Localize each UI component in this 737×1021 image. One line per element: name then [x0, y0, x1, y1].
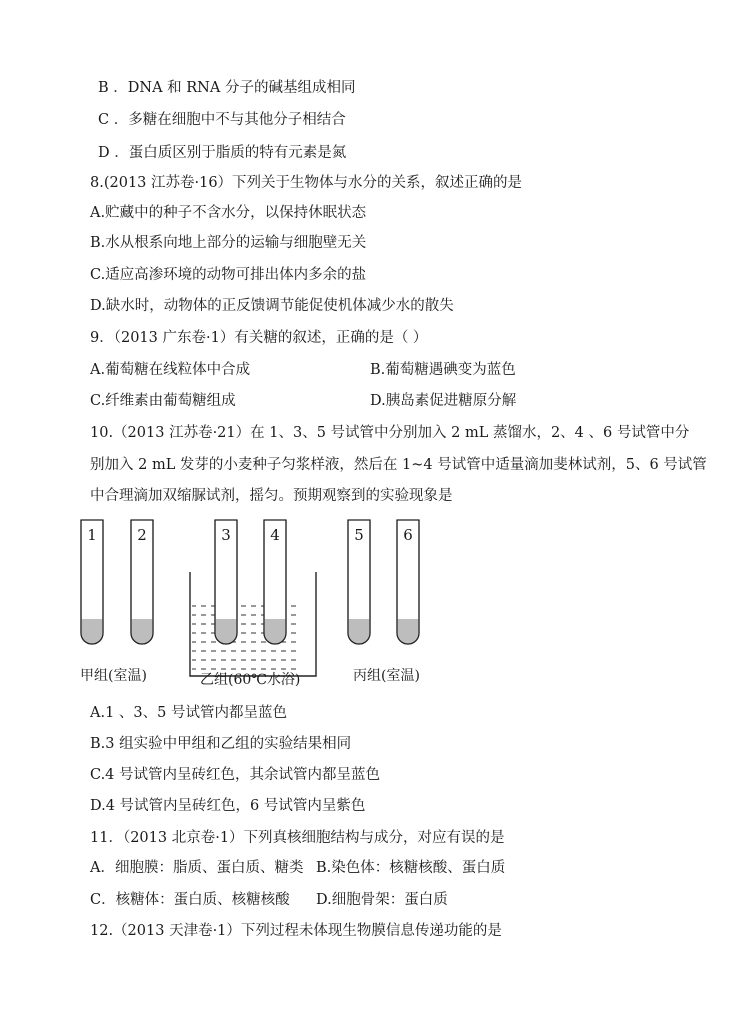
- tube-label-4: 4: [270, 526, 280, 544]
- q10-stem-line1: 10.（2013 江苏卷·21）在 1、3、5 号试管中分别加入 2 mL 蒸馏水，2、4 、6 号试管中分: [90, 425, 690, 441]
- q10-stem-line2: 别加入 2 mL 发芽的小麦种子匀浆样液，然后在 1~4 号试管中适量滴加斐林试剂，5、6 号试管: [90, 457, 707, 473]
- test-tube-figure: [70, 512, 450, 698]
- q9-option-c: C.纤维素由葡萄糖组成: [90, 393, 236, 409]
- q11-stem: 11．（2013 北京卷·1）下列真核细胞结构与成分，对应有误的是: [90, 830, 505, 846]
- q11-option-d: D.细胞骨架：蛋白质: [316, 892, 448, 908]
- q10-option-b: B.3 组实验中甲组和乙组的实验结果相同: [90, 736, 352, 752]
- q8-option-d: D.缺水时，动物体的正反馈调节能促使机体减少水的散失: [90, 298, 454, 314]
- q9-option-b: B.葡萄糖遇碘变为蓝色: [370, 362, 516, 378]
- q11-option-c: C．核糖体：蛋白质、核糖核酸: [90, 892, 290, 908]
- tube-label-1: 1: [87, 526, 97, 544]
- water-bath-beaker: [190, 572, 316, 676]
- q8-option-c: C.适应高渗环境的动物可排出体内多余的盐: [90, 267, 367, 283]
- q9-option-d: D.胰岛素促进糖原分解: [370, 393, 517, 409]
- q10-stem-line3: 中合理滴加双缩脲试剂，摇匀。预期观察到的实验现象是: [90, 488, 453, 504]
- q7-option-d: D ．蛋白质区别于脂质的特有元素是氮: [98, 145, 347, 161]
- tube-label-6: 6: [403, 526, 413, 544]
- q8-option-a: A.贮藏中的种子不含水分，以保持休眠状态: [90, 205, 367, 221]
- q9-stem: 9．（2013 广东卷·1）有关糖的叙述，正确的是（ ）: [90, 330, 428, 346]
- group-bing-caption: 丙组(室温): [353, 668, 420, 684]
- q10-option-d: D.4 号试管内呈砖红色，6 号试管内呈紫色: [90, 798, 366, 814]
- group-yi-caption: 乙组(60℃水浴): [200, 672, 301, 688]
- q7-option-c: C ．多糖在细胞中不与其他分子相结合: [98, 112, 346, 128]
- q8-option-b: B.水从根系向地上部分的运输与细胞壁无关: [90, 235, 367, 251]
- tube-label-5: 5: [354, 526, 364, 544]
- tube-label-3: 3: [221, 526, 231, 544]
- q7-option-b: B ．DNA 和 RNA 分子的碱基组成相同: [98, 80, 356, 96]
- q10-option-a: A.1 、3、5 号试管内都呈蓝色: [90, 705, 287, 721]
- q11-option-b: B.染色体：核糖核酸、蛋白质: [316, 860, 506, 876]
- group-jia-caption: 甲组(室温): [80, 668, 147, 684]
- q8-stem: 8.(2013 江苏卷·16）下列关于生物体与水分的关系，叙述正确的是: [90, 175, 523, 191]
- tube-label-2: 2: [137, 526, 147, 544]
- q11-option-a: A．细胞膜：脂质、蛋白质、糖类: [90, 860, 304, 876]
- q9-option-a: A.葡萄糖在线粒体中合成: [90, 362, 251, 378]
- q12-stem: 12.（2013 天津卷·1）下列过程未体现生物膜信息传递功能的是: [90, 923, 502, 939]
- q10-option-c: C.4 号试管内呈砖红色，其余试管内都呈蓝色: [90, 767, 381, 783]
